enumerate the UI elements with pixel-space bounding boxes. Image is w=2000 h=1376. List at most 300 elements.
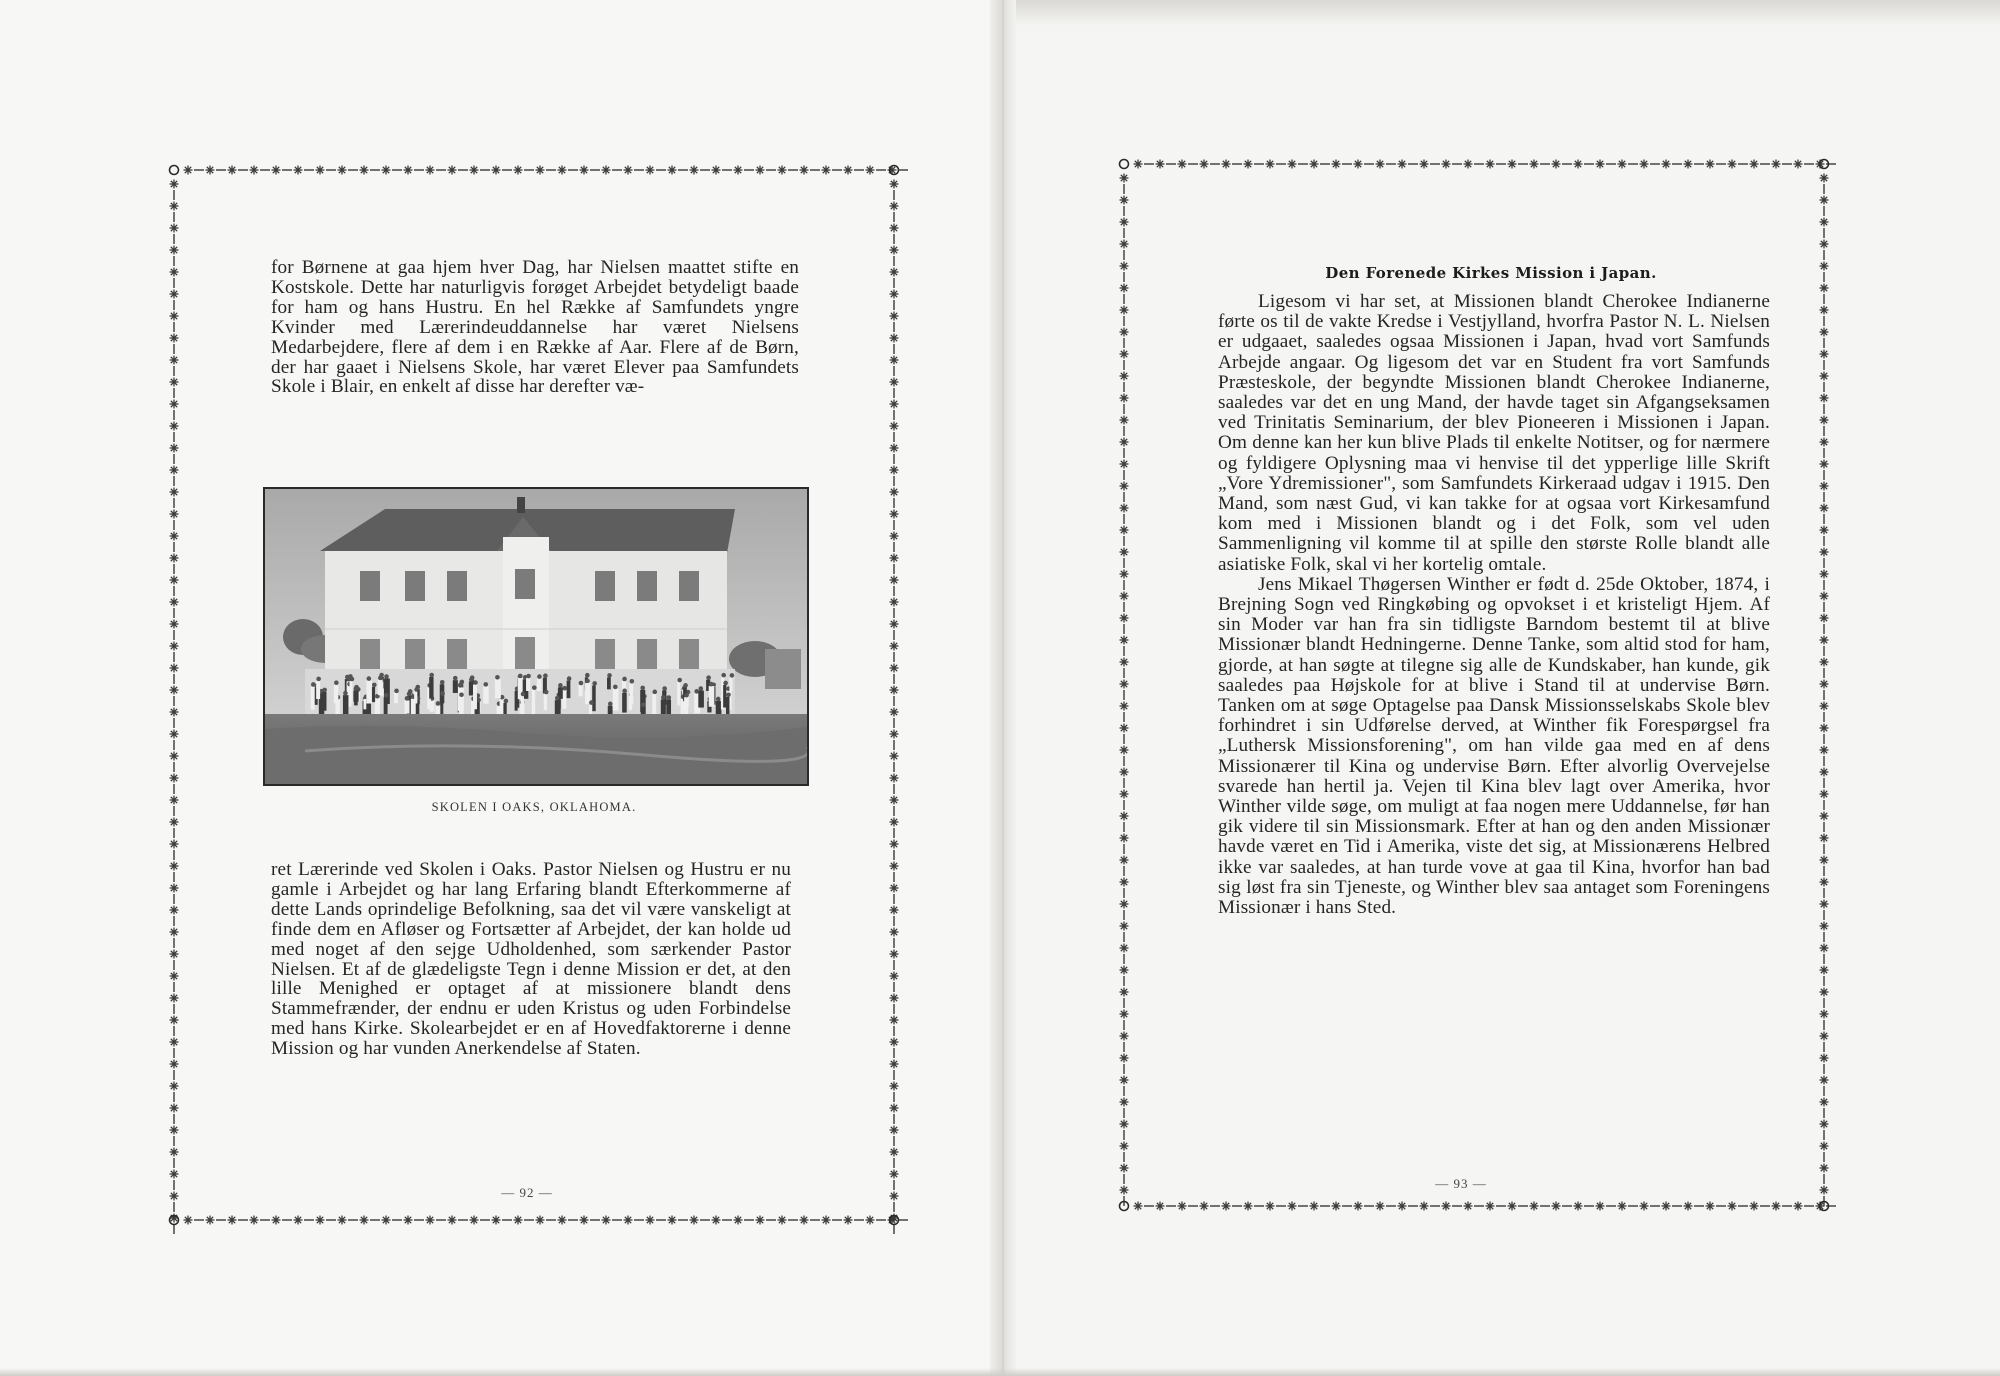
ornament-star-icon [778, 166, 787, 175]
ornament-star-icon [1820, 592, 1829, 601]
ornament-star-icon [170, 532, 179, 541]
ornament-star-icon [1508, 1202, 1517, 1211]
ornament-star-icon [1750, 160, 1759, 169]
ornament-star-icon [170, 444, 179, 453]
ornament-star-icon [1574, 160, 1583, 169]
ornament-star-icon [1552, 160, 1561, 169]
ornament-star-icon [1120, 790, 1129, 799]
ornament-star-icon [890, 796, 899, 805]
ornament-star-icon [1750, 1202, 1759, 1211]
ornament-star-icon [1618, 160, 1627, 169]
ornament-star-icon [170, 554, 179, 563]
ornament-star-icon [206, 166, 215, 175]
ornament-star-icon [1354, 1202, 1363, 1211]
ornament-star-icon [646, 1216, 655, 1225]
ornament-star-icon [890, 444, 899, 453]
ornament-star-icon [1310, 160, 1319, 169]
ornament-star-icon [1420, 160, 1429, 169]
ornament-star-icon [170, 180, 179, 189]
ornament-star-icon [170, 730, 179, 739]
ornament-star-icon [890, 708, 899, 717]
ornament-star-icon [1120, 570, 1129, 579]
ornament-star-icon [1530, 1202, 1539, 1211]
ornament-star-icon [890, 290, 899, 299]
ornament-star-icon [1120, 1142, 1129, 1151]
ornament-star-icon [170, 400, 179, 409]
ornament-star-icon [1120, 1120, 1129, 1129]
ornament-star-icon [1552, 1202, 1561, 1211]
ornament-star-icon [1420, 1202, 1429, 1211]
ornament-star-icon [170, 642, 179, 651]
ornament-star-icon [1640, 1202, 1649, 1211]
ornament-star-icon [1120, 1076, 1129, 1085]
ornament-star-icon [1120, 988, 1129, 997]
ornament-star-icon [184, 1216, 193, 1225]
ornament-star-icon [170, 1104, 179, 1113]
ornament-star-icon [890, 972, 899, 981]
ornament-star-icon [1120, 1054, 1129, 1063]
ornament-star-icon [1120, 702, 1129, 711]
ornament-star-icon [1310, 1202, 1319, 1211]
ornament-star-icon [1266, 1202, 1275, 1211]
ornament-star-icon [1820, 196, 1829, 205]
ornament-star-icon [1120, 526, 1129, 535]
ornament-star-icon [1134, 1202, 1143, 1211]
bottom-edge [0, 1368, 2000, 1376]
ornament-star-icon [1820, 922, 1829, 931]
ornament-star-icon [1772, 1202, 1781, 1211]
ornament-star-icon [890, 642, 899, 651]
ornament-star-icon [890, 488, 899, 497]
ornament-star-icon [470, 166, 479, 175]
ornament-star-icon [1820, 482, 1829, 491]
ornament-star-icon [170, 994, 179, 1003]
ornament-star-icon [1120, 658, 1129, 667]
ornament-star-icon [492, 166, 501, 175]
ornament-star-icon [890, 1170, 899, 1179]
ornament-star-icon [170, 246, 179, 255]
ornament-star-icon [1596, 1202, 1605, 1211]
ornament-star-icon [170, 1060, 179, 1069]
ornament-star-icon [1464, 160, 1473, 169]
ornament-star-icon [1820, 834, 1829, 843]
ornament-star-icon [1120, 966, 1129, 975]
ornament-star-icon [1662, 160, 1671, 169]
ornament-star-icon [228, 1216, 237, 1225]
ornament-star-icon [170, 906, 179, 915]
ornament-star-icon [170, 862, 179, 871]
ornament-star-icon [170, 840, 179, 849]
ornament-star-icon [1244, 160, 1253, 169]
school-building-photo [265, 489, 807, 784]
ornament-star-icon [602, 166, 611, 175]
ornament-star-icon [1820, 394, 1829, 403]
ornament-star-icon [170, 378, 179, 387]
ornament-star-icon [1120, 834, 1129, 843]
ornament-star-icon [1662, 1202, 1671, 1211]
ornament-star-icon [690, 1216, 699, 1225]
ornament-star-icon [1120, 812, 1129, 821]
ornament-star-icon [1772, 160, 1781, 169]
corner-ring-icon [170, 166, 179, 175]
ornament-star-icon [690, 166, 699, 175]
ornament-star-icon [514, 166, 523, 175]
ornament-star-icon [448, 166, 457, 175]
ornament-star-icon [1728, 1202, 1737, 1211]
ornament-star-icon [890, 224, 899, 233]
ornament-star-icon [170, 1126, 179, 1135]
ornament-star-icon [1244, 1202, 1253, 1211]
ornament-star-icon [1820, 1164, 1829, 1173]
ornament-star-icon [844, 166, 853, 175]
ornament-star-icon [1156, 1202, 1165, 1211]
ornament-star-icon [1820, 306, 1829, 315]
ornament-star-icon [1794, 160, 1803, 169]
ornament-star-icon [1820, 1120, 1829, 1129]
ornament-star-icon [890, 356, 899, 365]
ornament-star-icon [1820, 1186, 1829, 1195]
ornament-star-icon [890, 422, 899, 431]
top-edge-shadow [1002, 0, 2000, 26]
ornament-star-icon [1820, 1032, 1829, 1041]
book-gutter [990, 0, 1016, 1376]
ornament-star-icon [1820, 284, 1829, 293]
ornament-star-icon [890, 554, 899, 563]
ornament-star-icon [890, 818, 899, 827]
ornament-star-icon [1820, 944, 1829, 953]
ornament-star-icon [426, 1216, 435, 1225]
ornament-star-icon [1820, 350, 1829, 359]
ornament-star-icon [1820, 636, 1829, 645]
ornament-star-icon [1820, 724, 1829, 733]
ornament-star-icon [890, 1016, 899, 1025]
ornament-star-icon [756, 1216, 765, 1225]
ornament-star-icon [170, 202, 179, 211]
ornament-star-icon [448, 1216, 457, 1225]
ornament-star-icon [1820, 372, 1829, 381]
ornament-star-icon [1222, 160, 1231, 169]
ornament-star-icon [1156, 160, 1165, 169]
ornament-star-icon [1120, 768, 1129, 777]
ornament-star-icon [1398, 160, 1407, 169]
ornament-star-icon [1820, 680, 1829, 689]
right-paragraph-1: Ligesom vi har set, at Missionen blandt Cherokee Indianerne førte os til de vakte Kredse i Vestjylland, hvorfra Pastor N. L. Nielsen er udgaaet, saaledes ogsaa Missionen i Japan, hvad vort Samfunds Arbejde angaar. Og ligesom det var en Student fra vort Samfunds Præsteskole, der begyndte Missionen blandt Cherokee Indianerne, saaledes var det en ung Mand, der havde taget sin Afgangseksamen ved Trinitatis Seminarium, der blev Pioneeren i Missionen i Japan. Om denne kan her kun blive Plads til enkelte Notitser, og for nærmere og fyldigere Oplysning maa vi henvise til det ypperlige lille Skrift „Vore Ydremissioner", som Samfundets Kirkeraad udgav i 1915. Den Mand, som næst Gud, vi kan takke for at ogsaa vort Kirkesamfund kom med i Missionen blandt og i det Folk, som vel uden Sammenligning vil komme til at spille den største Rolle blandt alle asiatiske Folk, skal vi her kortelig omtale. [1218, 291, 1770, 575]
ornament-star-icon [1120, 1032, 1129, 1041]
ornament-star-icon [890, 312, 899, 321]
ornament-star-icon [580, 166, 589, 175]
ornament-star-icon [890, 862, 899, 871]
ornament-star-icon [1120, 746, 1129, 755]
right-page [1002, 0, 2000, 1376]
ornament-star-icon [1354, 160, 1363, 169]
ornament-star-icon [1376, 160, 1385, 169]
ornament-star-icon [170, 796, 179, 805]
right-paragraph-2: Jens Mikael Thøgersen Winther er født d. 25de Oktober, 1874, i Brejning Sogn ved Ringkøbing og opvokset i et kristeligt Hjem. Af sin Moder var han fra sin tidligste Barndom bestemt til at blive Missionær blandt Hedningerne. Denne Tanke, som altid stod for ham, gjorde, at han søgte at tilegne sig alle de Kundskaber, han kunde, gik saaledes paa Højskole for at blive i Stand til at undervise Børn. Tanken om at søge Optagelse paa Dansk Missionsselskabs Skole blev forhindret i sin Udførelse derved, at Winther fik Forespørgsel fra „Luthersk Missionsforening", om han vilde gaa med en af dens Missionærer til Kina og undervise Børn. Efter alvorlig Overvejelse svarede han hertil ja. Vejen til Kina blev lagt over Amerika, hvor Winther vilde søge, om muligt at faa nogen mere Uddannelse, før han gik videre til sin Missionsmark. Efter at han og den anden Missionær havde været en Tid i Amerika, viste det sig, at Missionærens Helbred ikke var saaledes, at han turde vove at gaa til Kina, hvorfor han bad sig løst fra sin Tjeneste, og Winther blev saa antaget som Foreningens Missionær i hans Sted. [1218, 573, 1770, 919]
ornament-star-icon [1794, 1202, 1803, 1211]
ornament-star-icon [1120, 416, 1129, 425]
ornament-star-icon [1820, 768, 1829, 777]
ornament-star-icon [1178, 160, 1187, 169]
ornament-star-icon [1820, 1098, 1829, 1107]
ornament-star-icon [1120, 284, 1129, 293]
ornament-star-icon [890, 598, 899, 607]
ornament-star-icon [890, 466, 899, 475]
ornament-star-icon [170, 1016, 179, 1025]
ornament-star-icon [1640, 160, 1649, 169]
ornament-star-icon [558, 166, 567, 175]
ornament-star-icon [1376, 1202, 1385, 1211]
ornament-star-icon [1120, 856, 1129, 865]
ornament-star-icon [1820, 570, 1829, 579]
ornament-star-icon [1464, 1202, 1473, 1211]
ornament-star-icon [734, 166, 743, 175]
ornament-star-icon [360, 1216, 369, 1225]
ornament-star-icon [272, 166, 281, 175]
ornament-star-icon [1120, 636, 1129, 645]
ornament-star-icon [1820, 1076, 1829, 1085]
ornament-star-icon [1120, 218, 1129, 227]
left-paragraph-top [271, 258, 799, 397]
ornament-star-icon [800, 1216, 809, 1225]
ornament-star-icon [404, 1216, 413, 1225]
ornament-star-icon [890, 950, 899, 959]
ornament-star-icon [170, 1192, 179, 1201]
ornament-star-icon [338, 1216, 347, 1225]
ornament-star-icon [1120, 900, 1129, 909]
ornament-star-icon [170, 972, 179, 981]
ornament-star-icon [1120, 174, 1129, 183]
left-page-number: — 92 — [501, 1185, 553, 1200]
ornament-star-icon [1820, 240, 1829, 249]
ornament-star-icon [890, 928, 899, 937]
ornament-star-icon [170, 664, 179, 673]
ornament-star-icon [170, 598, 179, 607]
ornament-star-icon [426, 166, 435, 175]
ornament-star-icon [1530, 160, 1539, 169]
ornament-star-icon [1442, 160, 1451, 169]
ornament-star-icon [1120, 328, 1129, 337]
ornament-star-icon [170, 686, 179, 695]
ornament-star-icon [866, 166, 875, 175]
ornament-star-icon [890, 510, 899, 519]
ornament-star-icon [1820, 1054, 1829, 1063]
ornament-star-icon [1820, 790, 1829, 799]
ornament-star-icon [1120, 196, 1129, 205]
ornament-star-icon [492, 1216, 501, 1225]
ornament-star-icon [890, 840, 899, 849]
right-text [1218, 292, 1770, 918]
ornament-star-icon [404, 166, 413, 175]
ornament-star-icon [294, 1216, 303, 1225]
ornament-star-icon [1706, 160, 1715, 169]
ornament-star-icon [170, 928, 179, 937]
ornament-star-icon [1120, 460, 1129, 469]
ornament-star-icon [1820, 438, 1829, 447]
ornament-star-icon [890, 664, 899, 673]
ornament-star-icon [1200, 160, 1209, 169]
ornament-star-icon [778, 1216, 787, 1225]
ornament-star-icon [712, 1216, 721, 1225]
photo-caption: SKOLEN I OAKS, OKLAHOMA. [431, 800, 637, 814]
ornament-star-icon [170, 752, 179, 761]
ornament-star-icon [1728, 160, 1737, 169]
ornament-star-icon [890, 532, 899, 541]
ornament-star-icon [382, 166, 391, 175]
ornament-star-icon [890, 576, 899, 585]
ornament-star-icon [170, 576, 179, 585]
ornament-star-icon [1684, 1202, 1693, 1211]
ornament-star-icon [1120, 1186, 1129, 1195]
ornament-star-icon [890, 1192, 899, 1201]
ornament-star-icon [1120, 1010, 1129, 1019]
ornament-star-icon [170, 1082, 179, 1091]
ornament-star-icon [1398, 1202, 1407, 1211]
ornament-star-icon [890, 774, 899, 783]
ornament-star-icon [170, 224, 179, 233]
ornament-star-icon [1820, 1142, 1829, 1151]
ornament-star-icon [170, 884, 179, 893]
ornament-star-icon [206, 1216, 215, 1225]
ornament-star-icon [890, 884, 899, 893]
ornament-star-icon [844, 1216, 853, 1225]
ornament-star-icon [1120, 1164, 1129, 1173]
ornament-star-icon [624, 1216, 633, 1225]
ornament-star-icon [1486, 160, 1495, 169]
ornament-star-icon [890, 268, 899, 277]
ornament-star-icon [1820, 988, 1829, 997]
ornament-star-icon [756, 166, 765, 175]
ornament-star-icon [1120, 680, 1129, 689]
ornament-star-icon [1120, 878, 1129, 887]
ornament-star-icon [890, 180, 899, 189]
ornament-star-icon [1820, 548, 1829, 557]
ornament-star-icon [1820, 658, 1829, 667]
ornament-star-icon [1120, 724, 1129, 733]
ornament-star-icon [1120, 922, 1129, 931]
ornament-star-icon [1820, 812, 1829, 821]
ornament-star-icon [1486, 1202, 1495, 1211]
ornament-star-icon [866, 1216, 875, 1225]
ornament-star-icon [890, 1082, 899, 1091]
ornament-star-icon [382, 1216, 391, 1225]
ornament-star-icon [170, 774, 179, 783]
ornament-star-icon [1200, 1202, 1209, 1211]
ornament-star-icon [822, 166, 831, 175]
ornament-star-icon [1120, 592, 1129, 601]
ornament-star-icon [890, 1126, 899, 1135]
ornament-star-icon [536, 166, 545, 175]
ornament-star-icon [1332, 1202, 1341, 1211]
ornament-star-icon [1134, 160, 1143, 169]
left-paragraph-bottom [271, 860, 791, 1059]
ornament-star-icon [1820, 746, 1829, 755]
ornament-star-icon [890, 994, 899, 1003]
ornament-star-icon [170, 708, 179, 717]
ornament-star-icon [1820, 262, 1829, 271]
ornament-star-icon [890, 1060, 899, 1069]
ornament-star-icon [316, 1216, 325, 1225]
ornament-star-icon [890, 752, 899, 761]
ornament-star-icon [1596, 160, 1605, 169]
ornament-star-icon [890, 202, 899, 211]
ornament-star-icon [1120, 306, 1129, 315]
ornament-star-icon [734, 1216, 743, 1225]
ornament-star-icon [1820, 878, 1829, 887]
ornament-star-icon [514, 1216, 523, 1225]
ornament-star-icon [890, 1104, 899, 1113]
ornament-star-icon [558, 1216, 567, 1225]
ornament-star-icon [1120, 548, 1129, 557]
ornament-star-icon [170, 1038, 179, 1047]
ornament-star-icon [1120, 482, 1129, 491]
ornament-star-icon [170, 510, 179, 519]
ornament-star-icon [822, 1216, 831, 1225]
ornament-star-icon [624, 166, 633, 175]
ornament-star-icon [170, 312, 179, 321]
ornament-star-icon [1820, 614, 1829, 623]
ornament-star-icon [1820, 460, 1829, 469]
ornament-star-icon [1120, 240, 1129, 249]
ornament-star-icon [170, 620, 179, 629]
ornament-star-icon [1820, 504, 1829, 513]
corner-ring-icon [1120, 160, 1129, 169]
left-paragraph-bottom-text: ret Lærerinde ved Skolen i Oaks. Pastor Nielsen og Hustru er nu gamle i Arbejdet og har lang Erfaring blandt Efterkommerne af dette Lands oprindelige Befolkning, saa det vil være vanskeligt at finde dem en Afløser og Fortsætter af Arbejdet, der kan holde ud med noget af den sejge Udholdenhed, som særkender Pastor Nielsen. Et af de glædeligste Tegn i denne Mission er det, at den lille Menighed er optaget af at missionere blandt dens Stammefrænder, der endnu er uden Kristus og uden Forbindelse med hans Kirke. Skolearbejdet er en af Hovedfaktorerne i denne Mission og har vunden Anerkendelse af Staten. [271, 859, 791, 1060]
ornament-star-icon [536, 1216, 545, 1225]
ornament-star-icon [580, 1216, 589, 1225]
ornament-star-icon [1222, 1202, 1231, 1211]
ornament-star-icon [890, 686, 899, 695]
ornament-star-icon [890, 400, 899, 409]
ornament-star-icon [250, 166, 259, 175]
ornament-star-icon [1178, 1202, 1187, 1211]
ornament-star-icon [360, 166, 369, 175]
ornament-star-icon [890, 1148, 899, 1157]
ornament-star-icon [250, 1216, 259, 1225]
ornament-star-icon [890, 730, 899, 739]
ornament-star-icon [1120, 394, 1129, 403]
ornament-star-icon [1120, 350, 1129, 359]
ornament-star-icon [890, 246, 899, 255]
ornament-star-icon [1288, 1202, 1297, 1211]
ornament-star-icon [170, 334, 179, 343]
ornament-star-icon [1820, 328, 1829, 337]
ornament-star-icon [170, 950, 179, 959]
ornament-star-icon [1508, 160, 1517, 169]
ornament-star-icon [1120, 944, 1129, 953]
ornament-star-icon [890, 334, 899, 343]
ornament-star-icon [1820, 966, 1829, 975]
ornament-star-icon [294, 166, 303, 175]
left-paragraph-top-text: for Børnene at gaa hjem hver Dag, har Nielsen maattet stifte en Kostskole. Dette har naturligvis forøget Arbejdet betydeligt baade for ham og hans Hustru. En hel Række af Samfundets yngre Kvinder med Lærerindeuddannelse har været Nielsens Medarbejdere, flere af dem i en Række af Aar. Flere af de Børn, der har gaaet i Nielsens Skole, har været Elever paa Samfundets Skole i Blair, en enkelt af disse har derefter væ- [271, 257, 799, 398]
ornament-star-icon [1618, 1202, 1627, 1211]
ornament-star-icon [1820, 416, 1829, 425]
ornament-star-icon [1574, 1202, 1583, 1211]
ornament-star-icon [1120, 1098, 1129, 1107]
ornament-star-icon [646, 166, 655, 175]
ornament-star-icon [1266, 160, 1275, 169]
ornament-star-icon [1820, 702, 1829, 711]
ornament-star-icon [170, 422, 179, 431]
ornament-star-icon [668, 1216, 677, 1225]
ornament-star-icon [1120, 504, 1129, 513]
ornament-star-icon [668, 166, 677, 175]
ornament-star-icon [272, 1216, 281, 1225]
ornament-star-icon [170, 356, 179, 365]
ornament-star-icon [890, 620, 899, 629]
ornament-star-icon [1706, 1202, 1715, 1211]
ornament-star-icon [890, 378, 899, 387]
ornament-star-icon [1820, 1010, 1829, 1019]
